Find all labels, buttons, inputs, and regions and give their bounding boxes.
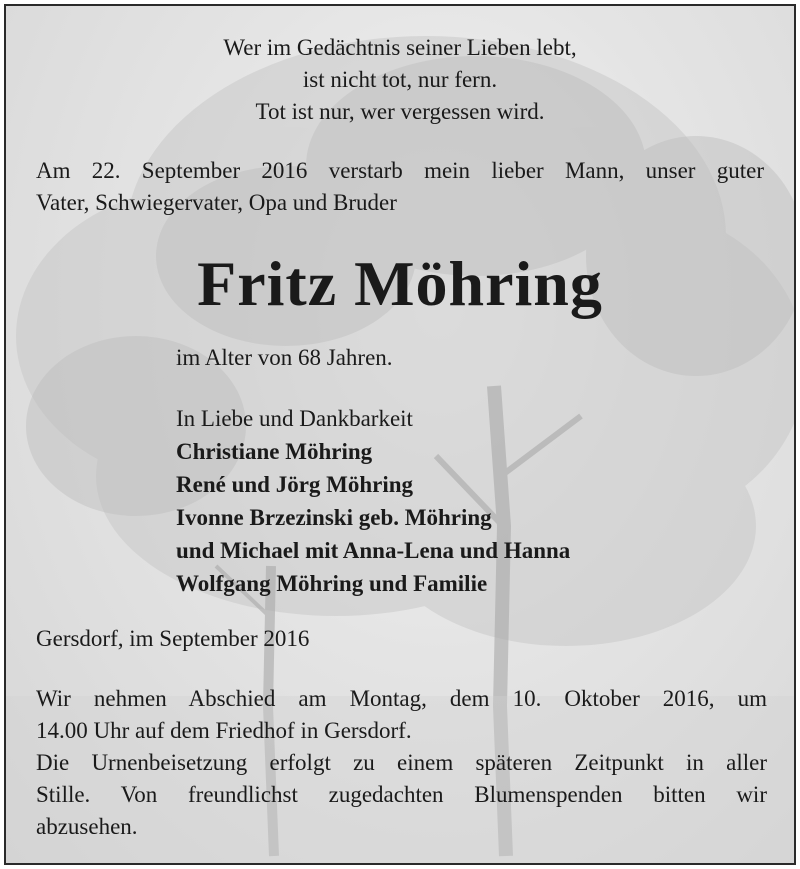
motto-line: Tot ist nur, wer vergessen wird. [255,99,545,124]
age-line: im Alter von 68 Jahren. [176,345,393,370]
funeral-info [36,683,767,843]
mourner-name: Ivonne Brzezinski geb. Möhring [176,505,492,530]
mourner-name: Wolfgang Möhring und Familie [176,571,488,596]
mourners-heading: In Liebe und Dankbarkeit [176,406,413,431]
death-announcement [36,155,764,219]
mourners-block [176,402,570,600]
deceased-name: Fritz Möhring [197,248,603,319]
funeral-line: Wir nehmen Abschied am Montag, dem 10. Oktober 2016, um [36,686,767,711]
mourner-name: und Michael mit Anna-Lena und Hanna [176,538,571,563]
funeral-line: Stille. Von freundlichst zugedachten Blumenspenden bitten wir [36,782,767,807]
funeral-line: 14.00 Uhr auf dem Friedhof in Gersdorf. [36,718,412,743]
motto-line: ist nicht tot, nur fern. [302,67,498,92]
place-date: Gersdorf, im September 2016 [36,626,310,651]
motto-line: Wer im Gedächtnis seiner Lieben lebt, [223,35,577,60]
announcement-line: Am 22. September 2016 verstarb mein lieber Mann, unser guter [36,158,764,183]
announcement-line: Vater, Schwiegervater, Opa und Bruder [36,190,397,215]
obituary-notice [4,4,796,865]
motto-verse [6,32,794,128]
funeral-line: abzusehen. [36,814,138,839]
mourner-name: René und Jörg Möhring [176,472,414,497]
mourner-name: Christiane Möhring [176,439,373,464]
funeral-line: Die Urnenbeisetzung erfolgt zu einem späteren Zeitpunkt in aller [36,750,767,775]
